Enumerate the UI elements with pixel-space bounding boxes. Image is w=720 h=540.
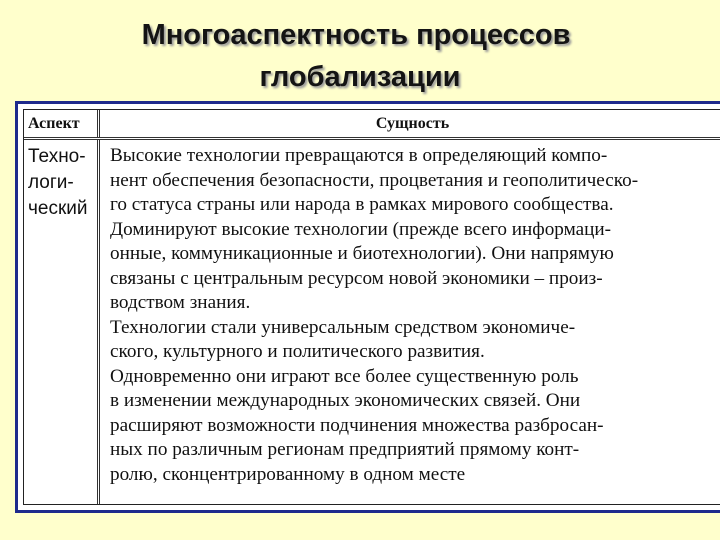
essence-line: го статуса страны или народа в рамках мирового сообщества.: [110, 194, 614, 215]
header-essence: Сущность: [375, 115, 450, 132]
essence-line: в изменении международных экономических связей. Они: [110, 390, 581, 411]
cell-essence-text: [110, 144, 716, 487]
aspect-line: ческий: [28, 198, 88, 219]
essence-line: Одновременно они играют все более существенную роль: [110, 365, 579, 387]
header-aspect: Аспект: [24, 110, 100, 137]
aspect-line: логи-: [28, 172, 74, 193]
essence-line: Технологии стали универсальным средством экономиче-: [110, 316, 576, 338]
essence-line: ных по различным регионам предприятий прямому конт-: [110, 439, 580, 460]
slide-title: [0, 14, 720, 98]
aspect-line: Техно-: [28, 146, 86, 167]
essence-line: расширяют возможности подчинения множества разбросан-: [110, 414, 604, 436]
slide-title-line-2: глобализации: [259, 61, 461, 93]
essence-line: ского, культурного и политического развития.: [110, 341, 485, 362]
essence-line: водством знания.: [110, 292, 251, 313]
essence-line: Высокие технологии превращаются в определяющий компо-: [110, 145, 608, 166]
essence-line: ролю, сконцентрированному в одном месте: [110, 463, 466, 485]
essence-line: онные, коммуникационные и биотехнологии). Они напрямую: [110, 243, 614, 264]
essence-line: нент обеспечения безопасности, процветания и геополитическо-: [110, 169, 639, 191]
slide-title-line-1: Многоаспектность процессов: [141, 19, 571, 51]
essence-line: связаны с центральным ресурсом новой экономики – произ-: [110, 267, 603, 289]
aspect-table: [15, 101, 720, 513]
table-row: [24, 140, 720, 504]
essence-line: Доминируют высокие технологии (прежде всего информаци-: [110, 218, 612, 240]
table-header-row: [24, 110, 720, 140]
aspect-table-inner: [23, 109, 720, 505]
cell-aspect-technological: [24, 140, 100, 504]
